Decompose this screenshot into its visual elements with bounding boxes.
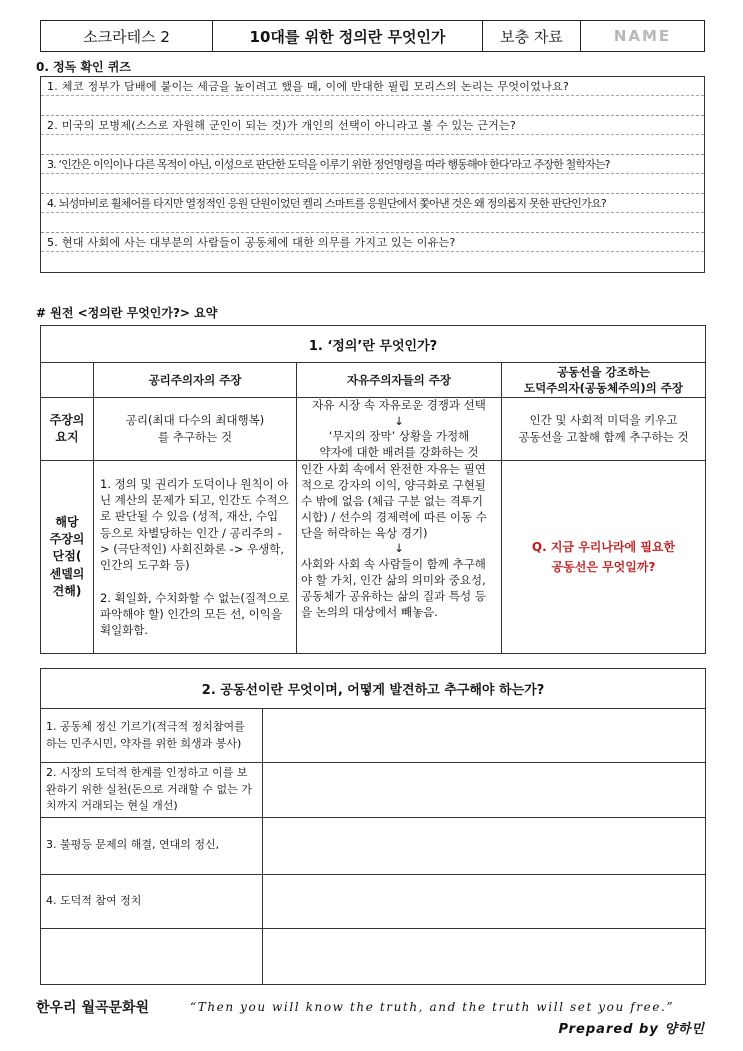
quiz-question: 5. 현대 사회에 사는 대부분의 사람들이 공동체에 대한 의무를 가지고 있는 이유는?	[41, 233, 704, 252]
claim-line: 자유 시장 속 자유로운 경쟁과 선택	[312, 398, 486, 412]
quiz-question: 2. 미국의 모병제(스스로 자원해 군인이 되는 것)가 개인의 선택이 아니라고 볼 수 있는 근거는?	[41, 116, 704, 135]
common-good-item	[41, 928, 263, 984]
common-good-item: 1. 공동체 정신 기르기(적극적 정치참여를 하는 민주시민, 약자를 위한 희생과 봉사)	[41, 709, 263, 763]
row-label-line: 주장의	[49, 531, 85, 546]
summary-section-title: # 원전 <정의란 무엇인가?> 요약	[36, 306, 218, 320]
claim-line: 를 추구하는 것	[158, 430, 232, 445]
quiz-question: 4. 뇌성마비로 휠체어를 타지만 열정적인 응원 단원이었던 켈리 스마트를 응원단에서 쫓아낸 것은 왜 정의롭지 못한 판단인가요?	[41, 194, 704, 213]
down-arrow-icon: ↓	[394, 541, 404, 556]
organization-name: 한우리 월곡문화원	[36, 1000, 150, 1016]
quiz-item	[41, 77, 704, 116]
libertarian-main-claim	[297, 398, 502, 461]
row-label-line: 단점(	[52, 549, 82, 564]
claim-line: 공동선을 고찰해 함께 추구하는 것	[518, 430, 689, 445]
answer-cell[interactable]	[263, 874, 706, 928]
libertarian-critique	[297, 461, 502, 654]
footer-quote: “Then you will know the truth, and the truth will set you free.”	[190, 1000, 675, 1014]
empty-corner-cell	[41, 363, 94, 398]
quiz-section-title: 0. 정독 확인 퀴즈	[36, 60, 131, 74]
claim-line: 공리(최대 다수의 최대행복)	[125, 413, 265, 428]
quiz-item	[41, 155, 704, 194]
main-claim-row-label	[41, 398, 94, 461]
prepared-by: Prepared by 양하민	[558, 1022, 705, 1037]
claim-line: 인간 및 사회적 미덕을 키우고	[529, 413, 678, 428]
answer-cell[interactable]	[263, 763, 706, 818]
row-label-line: 센델의	[49, 566, 85, 581]
row-label-line: 견해)	[52, 584, 82, 599]
row-label-line: 해당	[55, 514, 79, 529]
critique-paragraph: 사회와 사회 속 사람들이 함께 추구해야 할 가치, 인간 삶의 의미와 중요성, 공동체가 공유하는 삶의 질과 특성 등을 논의의 대상에서 빼놓음.	[301, 557, 486, 619]
row-label-line: 요지	[55, 430, 79, 445]
table2-heading: 2. 공동선이란 무엇이며, 어떻게 발견하고 추구해야 하는가?	[41, 669, 706, 709]
communitarian-column-header	[502, 363, 706, 398]
common-good-question	[502, 461, 706, 654]
utilitarian-column-header: 공리주의자의 주장	[94, 363, 297, 398]
table1-heading: 1. ‘정의’란 무엇인가?	[41, 326, 706, 363]
quiz-item	[41, 233, 704, 272]
answer-cell[interactable]	[263, 817, 706, 874]
justice-summary-table	[40, 325, 706, 654]
doc-type-label: 보충 자료	[483, 21, 581, 51]
claim-line: 약자에 대한 배려를 강화하는 것	[319, 444, 479, 459]
row-label-line: 주장의	[49, 412, 85, 427]
critique-row-label	[41, 461, 94, 654]
quiz-item	[41, 116, 704, 155]
quiz-question: 3. ‘인간은 이익이나 다른 목적이 아닌, 이성으로 판단한 도덕을 이루기 위한 정언명령을 따라 행동해야 한다’라고 주장한 철학자는?	[41, 155, 704, 174]
answer-cell[interactable]	[263, 928, 706, 984]
communitarian-header-line: 공동선을 강조하는	[557, 365, 650, 379]
quiz-item	[41, 194, 704, 233]
quiz-box	[40, 76, 705, 273]
utilitarian-critique	[94, 461, 297, 654]
critique-paragraph: 2. 획일화, 수치화할 수 없는(질적으로 파악해야 할) 인간의 모든 선, 이익을 획일화함.	[100, 590, 290, 638]
question-line: Q. 지금 우리나라에 필요한	[531, 539, 676, 554]
communitarian-header-line: 도덕주의자(공동체주의)의 주장	[524, 381, 683, 395]
answer-cell[interactable]	[263, 709, 706, 763]
critique-paragraph: 1. 정의 및 권리가 도덕이나 원칙이 아닌 계산의 문제가 되고, 인간도 수적으로 판단될 수 있음 (성적, 재산, 수입 등으로 차별당하는 인간 / 공리주의 -> (극단적인) 사회진화론 -> 우생학, 인간의 도구화 등)	[100, 476, 289, 573]
libertarian-column-header: 자유주의자들의 주장	[297, 363, 502, 398]
utilitarian-main-claim	[94, 398, 297, 461]
worksheet-title: 10대를 위한 정의란 무엇인가	[213, 21, 483, 51]
quiz-question: 1. 체코 정부가 담배에 붙이는 세금을 높이려고 했을 때, 이에 반대한 필립 모리스의 논리는 무엇이었나요?	[41, 77, 704, 96]
common-good-item: 4. 도덕적 참여 정치	[41, 874, 263, 928]
critique-paragraph: 인간 사회 속에서 완전한 자유는 필연적으로 강자의 이익, 양극화로 구현될 수 밖에 없음 (체급 구분 없는 격투기 시합) / 선수의 경제력에 따른 이동 수단을 허락하는 육상 경기)	[301, 462, 487, 540]
common-good-item: 2. 시장의 도덕적 한계를 인정하고 이를 보완하기 위한 실천(돈으로 거래할 수 없는 가치까지 거래되는 현실 개선)	[41, 763, 263, 818]
communitarian-main-claim	[502, 398, 706, 461]
subject-label: 소크라테스 2	[41, 21, 213, 51]
common-good-item: 3. 불평등 문제의 해결, 연대의 정신,	[41, 817, 263, 874]
worksheet-header	[40, 20, 705, 52]
claim-line: ‘무지의 장막’ 상황을 가정해	[328, 429, 470, 444]
name-field[interactable]: NAME	[613, 27, 672, 45]
down-arrow-icon: ↓	[394, 413, 404, 428]
question-line: 공동선은 무엇일까?	[551, 560, 656, 575]
common-good-table	[40, 668, 706, 985]
